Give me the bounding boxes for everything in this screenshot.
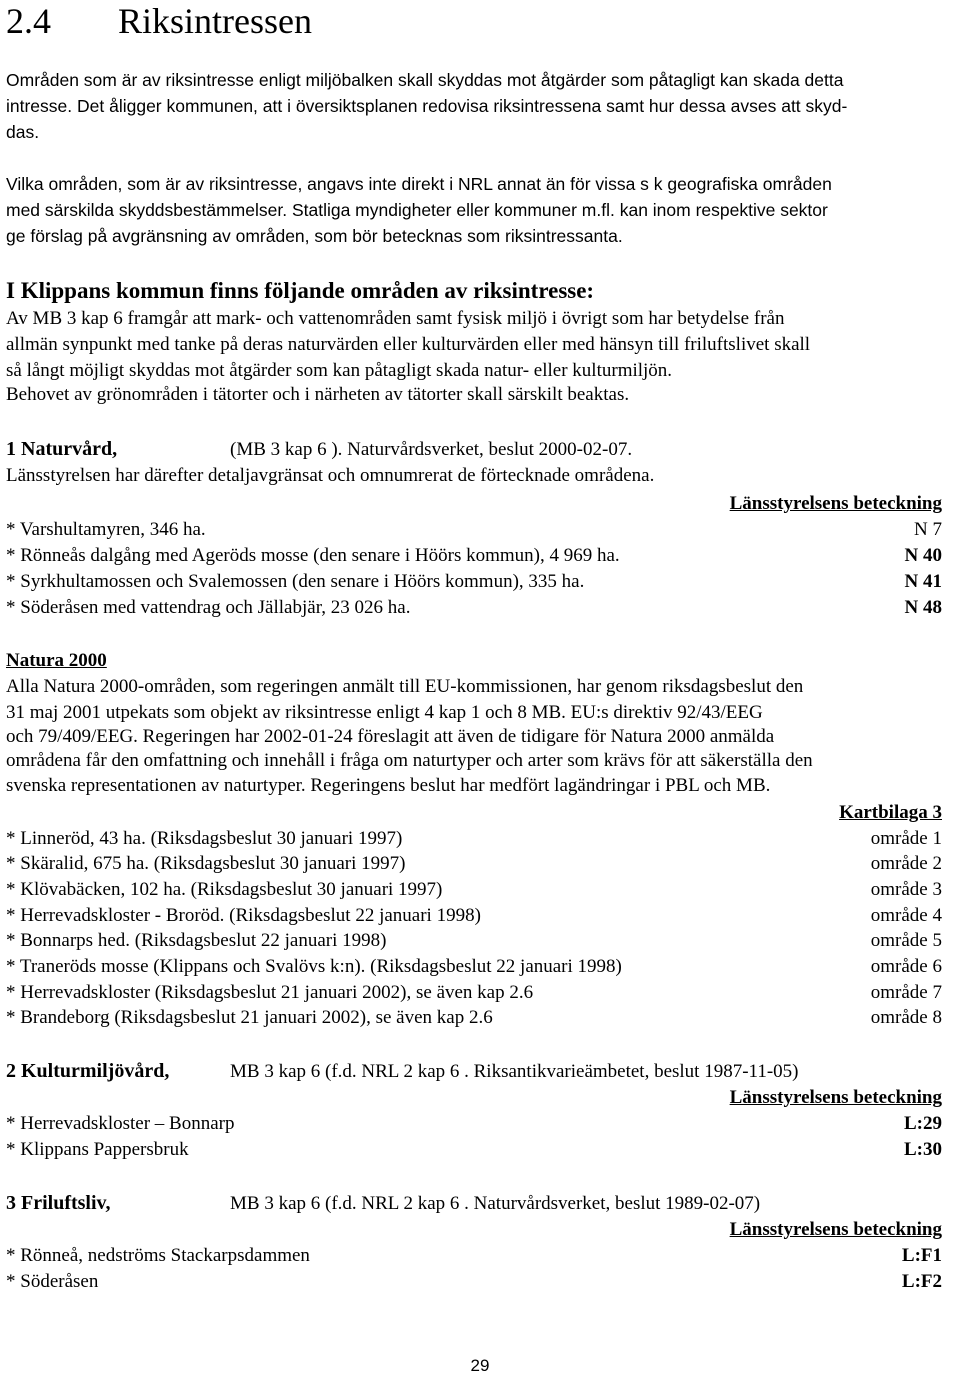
para2-line-1: Vilka områden, som är av riksintresse, angavs inte direkt i NRL annat än för vissa s k geografiska områden xyxy=(6,174,832,194)
list-item-code: L:F1 xyxy=(901,1245,942,1266)
frilufts-ref: MB 3 kap 6 (f.d. NRL 2 kap 6 . Naturvårdsverket, beslut 1989-02-07) xyxy=(230,1193,761,1214)
list-item xyxy=(6,595,942,621)
list-item-code: område 1 xyxy=(870,828,942,849)
naturvard-note: Länsstyrelsen har därefter detaljavgränsat och omnumrerat de förtecknade områdena. xyxy=(6,465,655,486)
list-item xyxy=(6,1005,942,1031)
list-item xyxy=(6,569,942,595)
list-item xyxy=(6,903,942,929)
list-item-code: N 7 xyxy=(914,519,942,540)
list-item-text: * Söderåsen xyxy=(6,1271,99,1292)
list-item-text: * Rönneås dalgång med Ageröds mosse (den senare i Höörs kommun), 4 969 ha. xyxy=(6,545,620,566)
list-item-text: * Traneröds mosse (Klippans och Svalövs k:n). (Riksdagsbeslut 22 januari 1998) xyxy=(6,956,622,977)
list-item-code: N 40 xyxy=(904,545,942,566)
naturvard-col-header: Länsstyrelsens beteckning xyxy=(729,493,942,514)
kultur-col-header-row xyxy=(6,1085,942,1111)
list-item-text: * Klövabäcken, 102 ha. (Riksdagsbeslut 30 januari 1997) xyxy=(6,879,443,900)
list-item-text: * Bonnarps hed. (Riksdagsbeslut 22 januari 1998) xyxy=(6,930,387,951)
kultur-col-header: Länsstyrelsens beteckning xyxy=(729,1087,942,1108)
list-item-text: * Syrkhultamossen och Svalemossen (den senare i Höörs kommun), 335 ha. xyxy=(6,571,585,592)
frilufts-heading-row xyxy=(6,1190,110,1217)
natura-col-header-row xyxy=(6,800,942,826)
list-item xyxy=(6,517,942,543)
frilufts-col-header-row xyxy=(6,1217,942,1243)
list-item-code: område 5 xyxy=(870,930,942,951)
list-item xyxy=(6,1269,942,1295)
list-item xyxy=(6,980,942,1006)
list-item-code: N 41 xyxy=(904,571,942,592)
klippan-heading: I Klippans kommun finns följande områden av riksintresse: xyxy=(6,278,595,303)
list-item xyxy=(6,877,942,903)
list-item-code: område 7 xyxy=(870,982,942,1003)
list-item-code: område 6 xyxy=(870,956,942,977)
list-item-code: N 48 xyxy=(904,597,942,618)
list-item-code: L:F2 xyxy=(901,1271,942,1292)
naturvard-title: 1 Naturvård, xyxy=(6,438,118,460)
section-number: 2.4 xyxy=(6,1,51,41)
natura-line-2: 31 maj 2001 utpekats som objekt av riksintresse enligt 4 kap 1 och 8 MB. EU:s direktiv 92/43/EEG xyxy=(6,702,763,723)
frilufts-col-header: Länsstyrelsens beteckning xyxy=(729,1219,942,1240)
list-item-text: * Brandeborg (Riksdagsbeslut 21 januari 2002), se även kap 2.6 xyxy=(6,1007,493,1028)
naturvard-ref: (MB 3 kap 6 ). Naturvårdsverket, beslut 2000-02-07. xyxy=(230,439,633,460)
naturvard-heading-row xyxy=(6,436,117,463)
list-item-text: * Herrevadskloster – Bonnarp xyxy=(6,1113,235,1134)
list-item-code: område 8 xyxy=(870,1007,942,1028)
kultur-ref: MB 3 kap 6 (f.d. NRL 2 kap 6 . Riksantikvarieämbetet, beslut 1987-11-05) xyxy=(230,1061,799,1082)
list-item xyxy=(6,1243,942,1269)
para2-line-2: med särskilda skyddsbestämmelser. Statliga myndigheter eller kommuner m.fl. kan inom respektive sektor xyxy=(6,200,828,220)
natura-line-1: Alla Natura 2000-områden, som regeringen anmält till EU-kommissionen, har genom riksdagsbeslut den xyxy=(6,676,804,697)
natura-line-5: svenska representationen av naturtyper. Regeringens beslut har medfört lagändringar i PBL och MB. xyxy=(6,775,771,796)
para2-line-3: ge förslag på avgränsning av områden, som bör betecknas som riksintressanta. xyxy=(6,226,623,246)
list-item-text: * Söderåsen med vattendrag och Jällabjär, 23 026 ha. xyxy=(6,597,411,618)
list-item-text: * Varshultamyren, 346 ha. xyxy=(6,519,206,540)
list-item-code: område 4 xyxy=(870,905,942,926)
list-item xyxy=(6,826,942,852)
natura-line-4: områdena får den omfattning och innehåll i fråga om naturtyper och arter som krävs för att säkerställa den xyxy=(6,750,813,771)
klippan-line-3: så långt möjligt skyddas mot åtgärder som kan påtagligt skada natur- eller kulturmiljön. xyxy=(6,360,673,381)
list-item-code: L:29 xyxy=(904,1113,942,1134)
section-title: Riksintressen xyxy=(118,1,312,41)
list-item-code: L:30 xyxy=(904,1139,942,1160)
klippan-line-2: allmän synpunkt med tanke på deras naturvärden eller kulturvärden eller med hänsyn till friluftslivet skall xyxy=(6,334,811,355)
list-item-code: område 2 xyxy=(870,853,942,874)
page-number: 29 xyxy=(470,1356,490,1375)
list-item xyxy=(6,851,942,877)
list-item-text: * Klippans Pappersbruk xyxy=(6,1139,189,1160)
kultur-heading-row xyxy=(6,1058,169,1085)
intro-line-2: intresse. Det åligger kommunen, att i översiktsplanen redovisa riksintressena samt hur dessa avses att skyd- xyxy=(6,96,848,116)
list-item-text: * Skäralid, 675 ha. (Riksdagsbeslut 30 januari 1997) xyxy=(6,853,406,874)
intro-line-3: das. xyxy=(6,122,40,142)
list-item xyxy=(6,1111,942,1137)
page-title xyxy=(6,0,312,42)
list-item xyxy=(6,928,942,954)
list-item xyxy=(6,954,942,980)
list-item-text: * Linneröd, 43 ha. (Riksdagsbeslut 30 januari 1997) xyxy=(6,828,403,849)
kultur-title: 2 Kulturmiljövård, xyxy=(6,1060,170,1082)
list-item-text: * Rönneå, nedströms Stackarpsdammen xyxy=(6,1245,310,1266)
natura-line-3: och 79/409/EEG. Regeringen har 2002-01-24 föreslagit att även de tidigare för Natura 2000 anmälda xyxy=(6,726,775,747)
klippan-line-1: Av MB 3 kap 6 framgår att mark- och vattenområden samt fysisk miljö i övrigt som har betydelse från xyxy=(6,308,785,329)
list-item-code: område 3 xyxy=(870,879,942,900)
natura-col-header: Kartbilaga 3 xyxy=(839,802,942,823)
naturvard-col-header-row xyxy=(6,491,942,517)
intro-line-1: Områden som är av riksintresse enligt miljöbalken skall skyddas mot åtgärder som påtagligt kan skada detta xyxy=(6,70,844,90)
frilufts-title: 3 Friluftsliv, xyxy=(6,1192,111,1214)
list-item xyxy=(6,543,942,569)
list-item-text: * Herrevadskloster - Broröd. (Riksdagsbeslut 22 januari 1998) xyxy=(6,905,481,926)
list-item xyxy=(6,1137,942,1163)
natura-heading: Natura 2000 xyxy=(6,650,107,671)
klippan-line-4: Behovet av grönområden i tätorter och i närheten av tätorter skall särskilt beaktas. xyxy=(6,384,630,405)
list-item-text: * Herrevadskloster (Riksdagsbeslut 21 januari 2002), se även kap 2.6 xyxy=(6,982,534,1003)
